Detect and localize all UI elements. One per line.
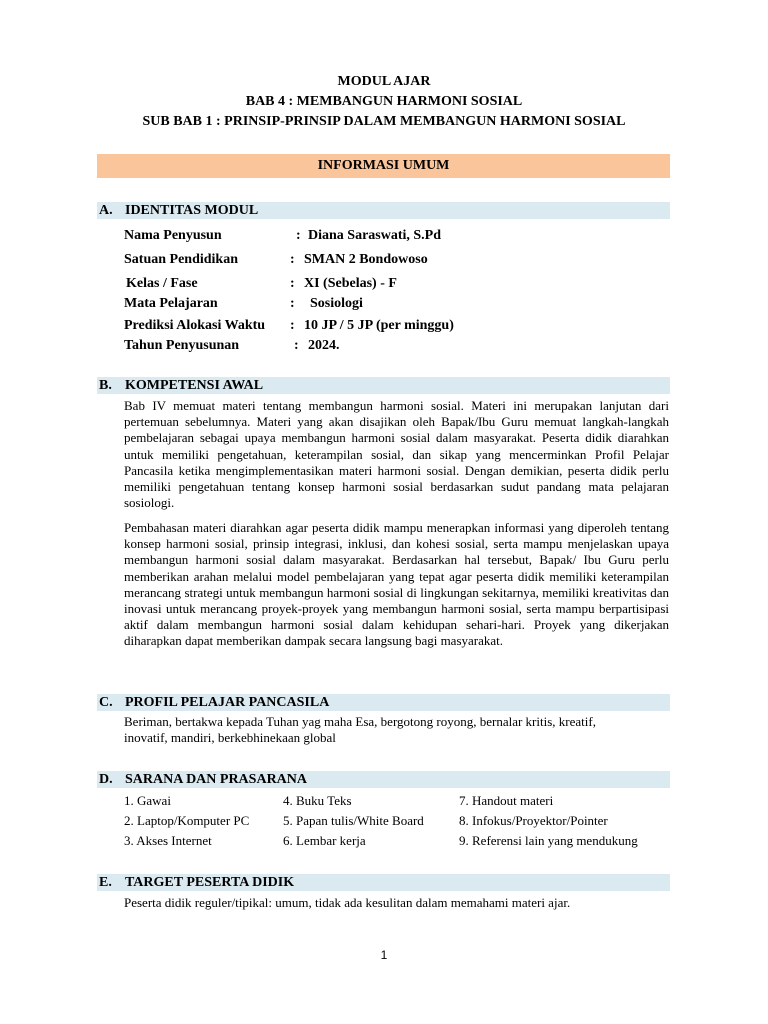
- section-title: KOMPETENSI AWAL: [125, 378, 264, 393]
- sarana-item: 9. Referensi lain yang mendukung: [459, 833, 638, 848]
- section-c-heading: [97, 694, 670, 711]
- identitas-row: [124, 316, 644, 336]
- sarana-item: 2. Laptop/Komputer PC: [124, 813, 250, 828]
- identitas-colon: :: [290, 252, 295, 267]
- identitas-colon: :: [290, 296, 295, 311]
- profil-pelajar-text: Beriman, bertakwa kepada Tuhan yag maha Esa, bergotong royong, bernalar kritis, kreatif, inovatif, mandiri, berkebhinekaan global: [124, 714, 596, 746]
- document-title-block: [0, 72, 768, 132]
- identitas-key: Kelas / Fase: [126, 276, 198, 291]
- section-title: PROFIL PELAJAR PANCASILA: [125, 695, 330, 710]
- sarana-item: 3. Akses Internet: [124, 833, 212, 848]
- section-letter: C.: [99, 695, 113, 710]
- subchapter-title: SUB BAB 1 : PRINSIP-PRINSIP DALAM MEMBANGUN HARMONI SOSIAL: [142, 114, 626, 129]
- section-a-heading: [97, 202, 670, 219]
- identitas-colon: :: [294, 338, 299, 353]
- section-title: TARGET PESERTA DIDIK: [125, 875, 295, 890]
- identitas-row: [124, 294, 644, 314]
- section-e-heading: [97, 874, 670, 891]
- section-letter: E.: [99, 875, 112, 890]
- identitas-key: Prediksi Alokasi Waktu: [124, 318, 266, 333]
- info-umum-heading: INFORMASI UMUM: [97, 154, 670, 178]
- page-number: 1: [380, 948, 388, 962]
- section-letter: B.: [99, 378, 112, 393]
- sarana-item: 1. Gawai: [124, 793, 171, 808]
- identitas-value: SMAN 2 Bondowoso: [304, 252, 428, 267]
- sarana-item: 5. Papan tulis/White Board: [283, 813, 424, 828]
- section-b-heading: [97, 377, 670, 394]
- kompetensi-paragraph-2: Pembahasan materi diarahkan agar peserta didik mampu menerapkan informasi yang diperoleh tentang konsep harmoni sosial, prinsip integrasi, inklusi, dan kohesi sosial, serta mampu menjelaskan upaya membangun harmoni sosial dalam masyarakat. Berdasarkan hal tersebut, Bapak/ Ibu Guru perlu memberikan arahan melalui model pembelajaran yang tepat agar peserta didik memiliki keterampilan merancang strategi untuk membangun harmoni sosial di lingkungan sekitarnya, memiliki kreativitas dan inovasi untuk merancang proyek-proyek yang membangun harmoni sosial, serta mampu berpartisipasi aktif dalam membangun harmoni sosial dalam kehidupan sehari-hari. Proyek yang dikerjakan diharapkan dapat memberikan dampak secara langsung bagi masyarakat.: [124, 520, 669, 649]
- sarana-item: 4. Buku Teks: [283, 793, 352, 808]
- identitas-row: [124, 336, 644, 356]
- sarana-item: 6. Lembar kerja: [283, 833, 366, 848]
- section-letter: A.: [99, 203, 113, 218]
- identitas-value: 2024.: [308, 338, 340, 353]
- section-title: SARANA DAN PRASARANA: [125, 772, 308, 787]
- identitas-colon: :: [290, 318, 295, 333]
- identitas-value: XI (Sebelas) - F: [304, 276, 397, 291]
- identitas-key: Tahun Penyusunan: [124, 338, 240, 353]
- identitas-row: [124, 250, 644, 270]
- identitas-value: Sosiologi: [310, 296, 363, 311]
- sarana-item: 8. Infokus/Proyektor/Pointer: [459, 813, 608, 828]
- identitas-colon: :: [290, 276, 295, 291]
- identitas-row: [124, 274, 644, 294]
- identitas-value: Diana Saraswati, S.Pd: [308, 228, 442, 243]
- target-peserta-text: Peserta didik reguler/tipikal: umum, tidak ada kesulitan dalam memahami materi ajar.: [124, 895, 571, 910]
- section-title: IDENTITAS MODUL: [125, 203, 259, 218]
- identitas-value: 10 JP / 5 JP (per minggu): [304, 318, 454, 333]
- identitas-key: Nama Penyusun: [124, 228, 222, 243]
- section-d-heading: [97, 771, 670, 788]
- sarana-item: 7. Handout materi: [459, 793, 554, 808]
- identitas-row: [124, 226, 644, 246]
- identitas-key: Satuan Pendidikan: [124, 252, 238, 267]
- identitas-colon: :: [296, 228, 301, 243]
- kompetensi-paragraph-1: Bab IV memuat materi tentang membangun harmoni sosial. Materi ini merupakan lanjutan dari pertemuan sebelumnya. Materi yang akan disajikan oleh Bapak/Ibu Guru memuat langkah-langkah pembelajaran sebagai upaya membangun harmoni sosial dalam masyarakat. Peserta didik diarahkan untuk memiliki pengetahuan, keterampilan sosial, dan sikap yang mencerminkan Profil Pelajar Pancasila ketika mengimplementasikan materi harmoni sosial. Dengan demikian, peserta didik perlu memiliki pengetahuan tentang konsep harmoni sosial berdasarkan sudut pandang mata pelajaran sosiologi.: [124, 398, 669, 511]
- chapter-title: BAB 4 : MEMBANGUN HARMONI SOSIAL: [245, 94, 523, 109]
- module-title: MODUL AJAR: [337, 74, 431, 89]
- identitas-key: Mata Pelajaran: [124, 296, 218, 311]
- section-letter: D.: [99, 772, 113, 787]
